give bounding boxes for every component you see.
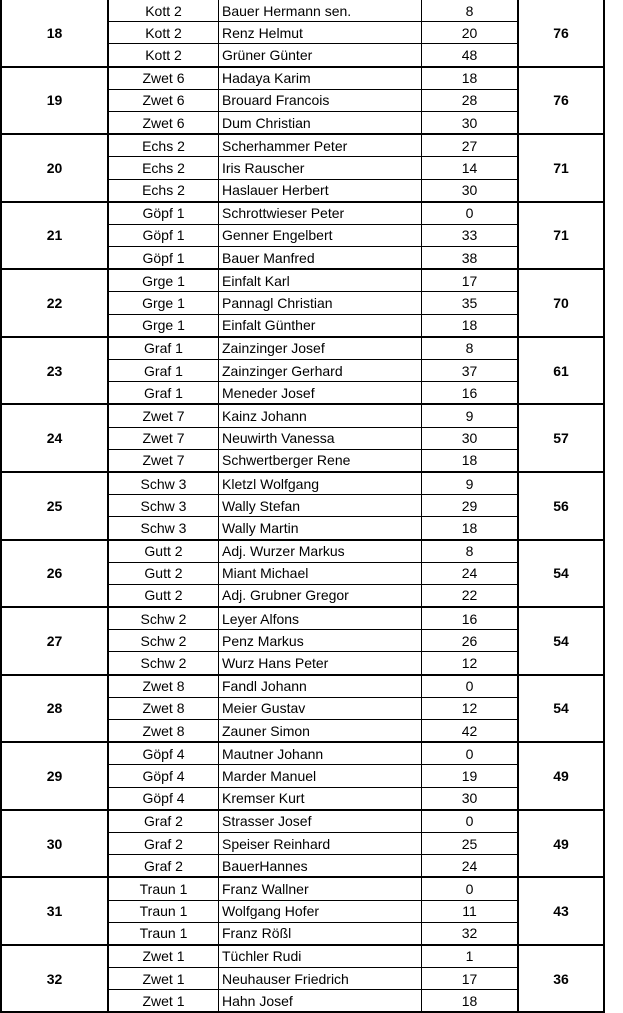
team-total-cell: 57 xyxy=(518,404,604,472)
table-row xyxy=(1,540,604,563)
player-name-cell: Miant Michael xyxy=(219,562,422,584)
score-cell: 42 xyxy=(422,720,519,743)
team-total-cell: 54 xyxy=(518,675,604,743)
team-cell: Zwet 8 xyxy=(108,675,219,698)
team-cell: Graf 1 xyxy=(108,337,219,360)
score-cell: 25 xyxy=(422,832,519,854)
table-row xyxy=(1,675,604,698)
table-row xyxy=(1,607,604,630)
team-total-cell: 61 xyxy=(518,337,604,405)
team-cell: Zwet 6 xyxy=(108,111,219,134)
player-name-cell: Franz Wallner xyxy=(219,877,422,900)
score-cell: 12 xyxy=(422,697,519,719)
rank-cell: 29 xyxy=(1,742,108,810)
player-name-cell: Bauer Hermann sen. xyxy=(219,0,422,22)
score-cell: 19 xyxy=(422,765,519,787)
team-cell: Gutt 2 xyxy=(108,584,219,607)
score-cell: 0 xyxy=(422,202,519,225)
score-cell: 18 xyxy=(422,517,519,540)
team-cell: Kott 2 xyxy=(108,22,219,44)
team-cell: Graf 1 xyxy=(108,382,219,405)
score-cell: 24 xyxy=(422,855,519,878)
team-cell: Göpf 1 xyxy=(108,247,219,270)
results-table-body xyxy=(1,0,604,1012)
rank-cell: 28 xyxy=(1,675,108,743)
table-row xyxy=(1,202,604,225)
score-cell: 1 xyxy=(422,945,519,968)
team-total-cell: 54 xyxy=(518,540,604,608)
team-cell: Graf 1 xyxy=(108,360,219,382)
player-name-cell: Wolfgang Hofer xyxy=(219,900,422,922)
score-cell: 30 xyxy=(422,179,519,202)
team-cell: Schw 3 xyxy=(108,495,219,517)
table-row xyxy=(1,810,604,833)
table-row xyxy=(1,472,604,495)
team-cell: Göpf 4 xyxy=(108,765,219,787)
score-cell: 48 xyxy=(422,44,519,67)
score-cell: 18 xyxy=(422,990,519,1013)
score-cell: 12 xyxy=(422,652,519,675)
rank-cell: 31 xyxy=(1,877,108,945)
team-cell: Zwet 7 xyxy=(108,404,219,427)
table-row xyxy=(1,134,604,157)
score-cell: 0 xyxy=(422,810,519,833)
player-name-cell: Einfalt Günther xyxy=(219,314,422,337)
table-row xyxy=(1,742,604,765)
team-cell: Zwet 8 xyxy=(108,697,219,719)
team-total-cell: 43 xyxy=(518,877,604,945)
team-total-cell: 56 xyxy=(518,472,604,540)
player-name-cell: Pannagl Christian xyxy=(219,292,422,314)
table-row xyxy=(1,269,604,292)
rank-cell: 19 xyxy=(1,67,108,135)
score-cell: 18 xyxy=(422,67,519,90)
team-cell: Kott 2 xyxy=(108,0,219,22)
rank-cell: 22 xyxy=(1,269,108,337)
team-cell: Schw 2 xyxy=(108,652,219,675)
table-row xyxy=(1,945,604,968)
team-cell: Zwet 7 xyxy=(108,427,219,449)
score-cell: 17 xyxy=(422,269,519,292)
rank-cell: 30 xyxy=(1,810,108,878)
score-cell: 16 xyxy=(422,382,519,405)
team-cell: Traun 1 xyxy=(108,877,219,900)
rank-cell: 23 xyxy=(1,337,108,405)
score-cell: 30 xyxy=(422,111,519,134)
team-cell: Göpf 1 xyxy=(108,202,219,225)
rank-cell: 27 xyxy=(1,607,108,675)
table-row xyxy=(1,337,604,360)
score-cell: 8 xyxy=(422,337,519,360)
player-name-cell: Franz Rößl xyxy=(219,922,422,945)
player-name-cell: Iris Rauscher xyxy=(219,157,422,179)
rank-cell: 21 xyxy=(1,202,108,270)
score-cell: 30 xyxy=(422,427,519,449)
player-name-cell: Fandl Johann xyxy=(219,675,422,698)
player-name-cell: Hahn Josef xyxy=(219,990,422,1013)
player-name-cell: Zainzinger Josef xyxy=(219,337,422,360)
player-name-cell: Marder Manuel xyxy=(219,765,422,787)
player-name-cell: Genner Engelbert xyxy=(219,224,422,246)
team-cell: Göpf 4 xyxy=(108,787,219,810)
team-total-cell: 36 xyxy=(518,945,604,1013)
player-name-cell: Renz Helmut xyxy=(219,22,422,44)
player-name-cell: Adj. Grubner Gregor xyxy=(219,584,422,607)
score-cell: 29 xyxy=(422,495,519,517)
table-row xyxy=(1,877,604,900)
team-cell: Echs 2 xyxy=(108,179,219,202)
team-cell: Gutt 2 xyxy=(108,562,219,584)
team-cell: Göpf 1 xyxy=(108,224,219,246)
player-name-cell: Grüner Günter xyxy=(219,44,422,67)
team-cell: Zwet 7 xyxy=(108,449,219,472)
player-name-cell: Adj. Wurzer Markus xyxy=(219,540,422,563)
player-name-cell: Wally Martin xyxy=(219,517,422,540)
score-cell: 0 xyxy=(422,742,519,765)
table-row xyxy=(1,404,604,427)
player-name-cell: Penz Markus xyxy=(219,630,422,652)
score-cell: 28 xyxy=(422,89,519,111)
team-cell: Zwet 1 xyxy=(108,945,219,968)
player-name-cell: Bauer Manfred xyxy=(219,247,422,270)
table-row xyxy=(1,67,604,90)
player-name-cell: Meier Gustav xyxy=(219,697,422,719)
team-cell: Zwet 6 xyxy=(108,89,219,111)
score-cell: 0 xyxy=(422,675,519,698)
player-name-cell: Tüchler Rudi xyxy=(219,945,422,968)
rank-cell: 24 xyxy=(1,404,108,472)
team-cell: Zwet 1 xyxy=(108,990,219,1013)
rank-cell: 20 xyxy=(1,134,108,202)
score-cell: 32 xyxy=(422,922,519,945)
team-total-cell: 71 xyxy=(518,202,604,270)
player-name-cell: Haslauer Herbert xyxy=(219,179,422,202)
score-cell: 9 xyxy=(422,472,519,495)
score-cell: 27 xyxy=(422,134,519,157)
player-name-cell: Kremser Kurt xyxy=(219,787,422,810)
player-name-cell: Leyer Alfons xyxy=(219,607,422,630)
team-cell: Echs 2 xyxy=(108,134,219,157)
team-cell: Grge 1 xyxy=(108,314,219,337)
score-cell: 11 xyxy=(422,900,519,922)
team-cell: Echs 2 xyxy=(108,157,219,179)
score-cell: 8 xyxy=(422,0,519,22)
player-name-cell: Strasser Josef xyxy=(219,810,422,833)
player-name-cell: Neuwirth Vanessa xyxy=(219,427,422,449)
player-name-cell: Scherhammer Peter xyxy=(219,134,422,157)
player-name-cell: Meneder Josef xyxy=(219,382,422,405)
player-name-cell: Hadaya Karim xyxy=(219,67,422,90)
player-name-cell: Kletzl Wolfgang xyxy=(219,472,422,495)
rank-cell: 18 xyxy=(1,0,108,67)
team-cell: Graf 2 xyxy=(108,810,219,833)
score-cell: 18 xyxy=(422,314,519,337)
rank-cell: 32 xyxy=(1,945,108,1013)
team-total-cell: 76 xyxy=(518,0,604,67)
rank-cell: 26 xyxy=(1,540,108,608)
team-cell: Schw 3 xyxy=(108,517,219,540)
team-cell: Traun 1 xyxy=(108,922,219,945)
player-name-cell: Wally Stefan xyxy=(219,495,422,517)
score-cell: 30 xyxy=(422,787,519,810)
rank-cell: 25 xyxy=(1,472,108,540)
team-cell: Graf 2 xyxy=(108,832,219,854)
score-cell: 14 xyxy=(422,157,519,179)
team-cell: Grge 1 xyxy=(108,269,219,292)
team-cell: Gutt 2 xyxy=(108,540,219,563)
score-cell: 22 xyxy=(422,584,519,607)
player-name-cell: Wurz Hans Peter xyxy=(219,652,422,675)
player-name-cell: Brouard Francois xyxy=(219,89,422,111)
player-name-cell: Neuhauser Friedrich xyxy=(219,968,422,990)
team-total-cell: 70 xyxy=(518,269,604,337)
team-cell: Zwet 8 xyxy=(108,720,219,743)
player-name-cell: Dum Christian xyxy=(219,111,422,134)
score-cell: 0 xyxy=(422,877,519,900)
team-total-cell: 49 xyxy=(518,810,604,878)
score-cell: 26 xyxy=(422,630,519,652)
team-cell: Zwet 6 xyxy=(108,67,219,90)
team-cell: Schw 2 xyxy=(108,630,219,652)
player-name-cell: Zainzinger Gerhard xyxy=(219,360,422,382)
player-name-cell: Zauner Simon xyxy=(219,720,422,743)
score-cell: 35 xyxy=(422,292,519,314)
score-cell: 37 xyxy=(422,360,519,382)
team-total-cell: 76 xyxy=(518,67,604,135)
team-total-cell: 54 xyxy=(518,607,604,675)
team-cell: Schw 2 xyxy=(108,607,219,630)
player-name-cell: Speiser Reinhard xyxy=(219,832,422,854)
team-total-cell: 71 xyxy=(518,134,604,202)
player-name-cell: Einfalt Karl xyxy=(219,269,422,292)
score-cell: 24 xyxy=(422,562,519,584)
player-name-cell: Mautner Johann xyxy=(219,742,422,765)
player-name-cell: Schwertberger Rene xyxy=(219,449,422,472)
score-cell: 33 xyxy=(422,224,519,246)
score-cell: 9 xyxy=(422,404,519,427)
score-cell: 17 xyxy=(422,968,519,990)
score-cell: 38 xyxy=(422,247,519,270)
team-cell: Traun 1 xyxy=(108,900,219,922)
team-cell: Kott 2 xyxy=(108,44,219,67)
team-cell: Graf 2 xyxy=(108,855,219,878)
player-name-cell: BauerHannes xyxy=(219,855,422,878)
score-cell: 16 xyxy=(422,607,519,630)
team-cell: Grge 1 xyxy=(108,292,219,314)
team-cell: Göpf 4 xyxy=(108,742,219,765)
table-row xyxy=(1,0,604,22)
team-total-cell: 49 xyxy=(518,742,604,810)
player-name-cell: Schrottwieser Peter xyxy=(219,202,422,225)
score-cell: 20 xyxy=(422,22,519,44)
player-name-cell: Kainz Johann xyxy=(219,404,422,427)
team-cell: Schw 3 xyxy=(108,472,219,495)
score-cell: 8 xyxy=(422,540,519,563)
team-cell: Zwet 1 xyxy=(108,968,219,990)
score-cell: 18 xyxy=(422,449,519,472)
